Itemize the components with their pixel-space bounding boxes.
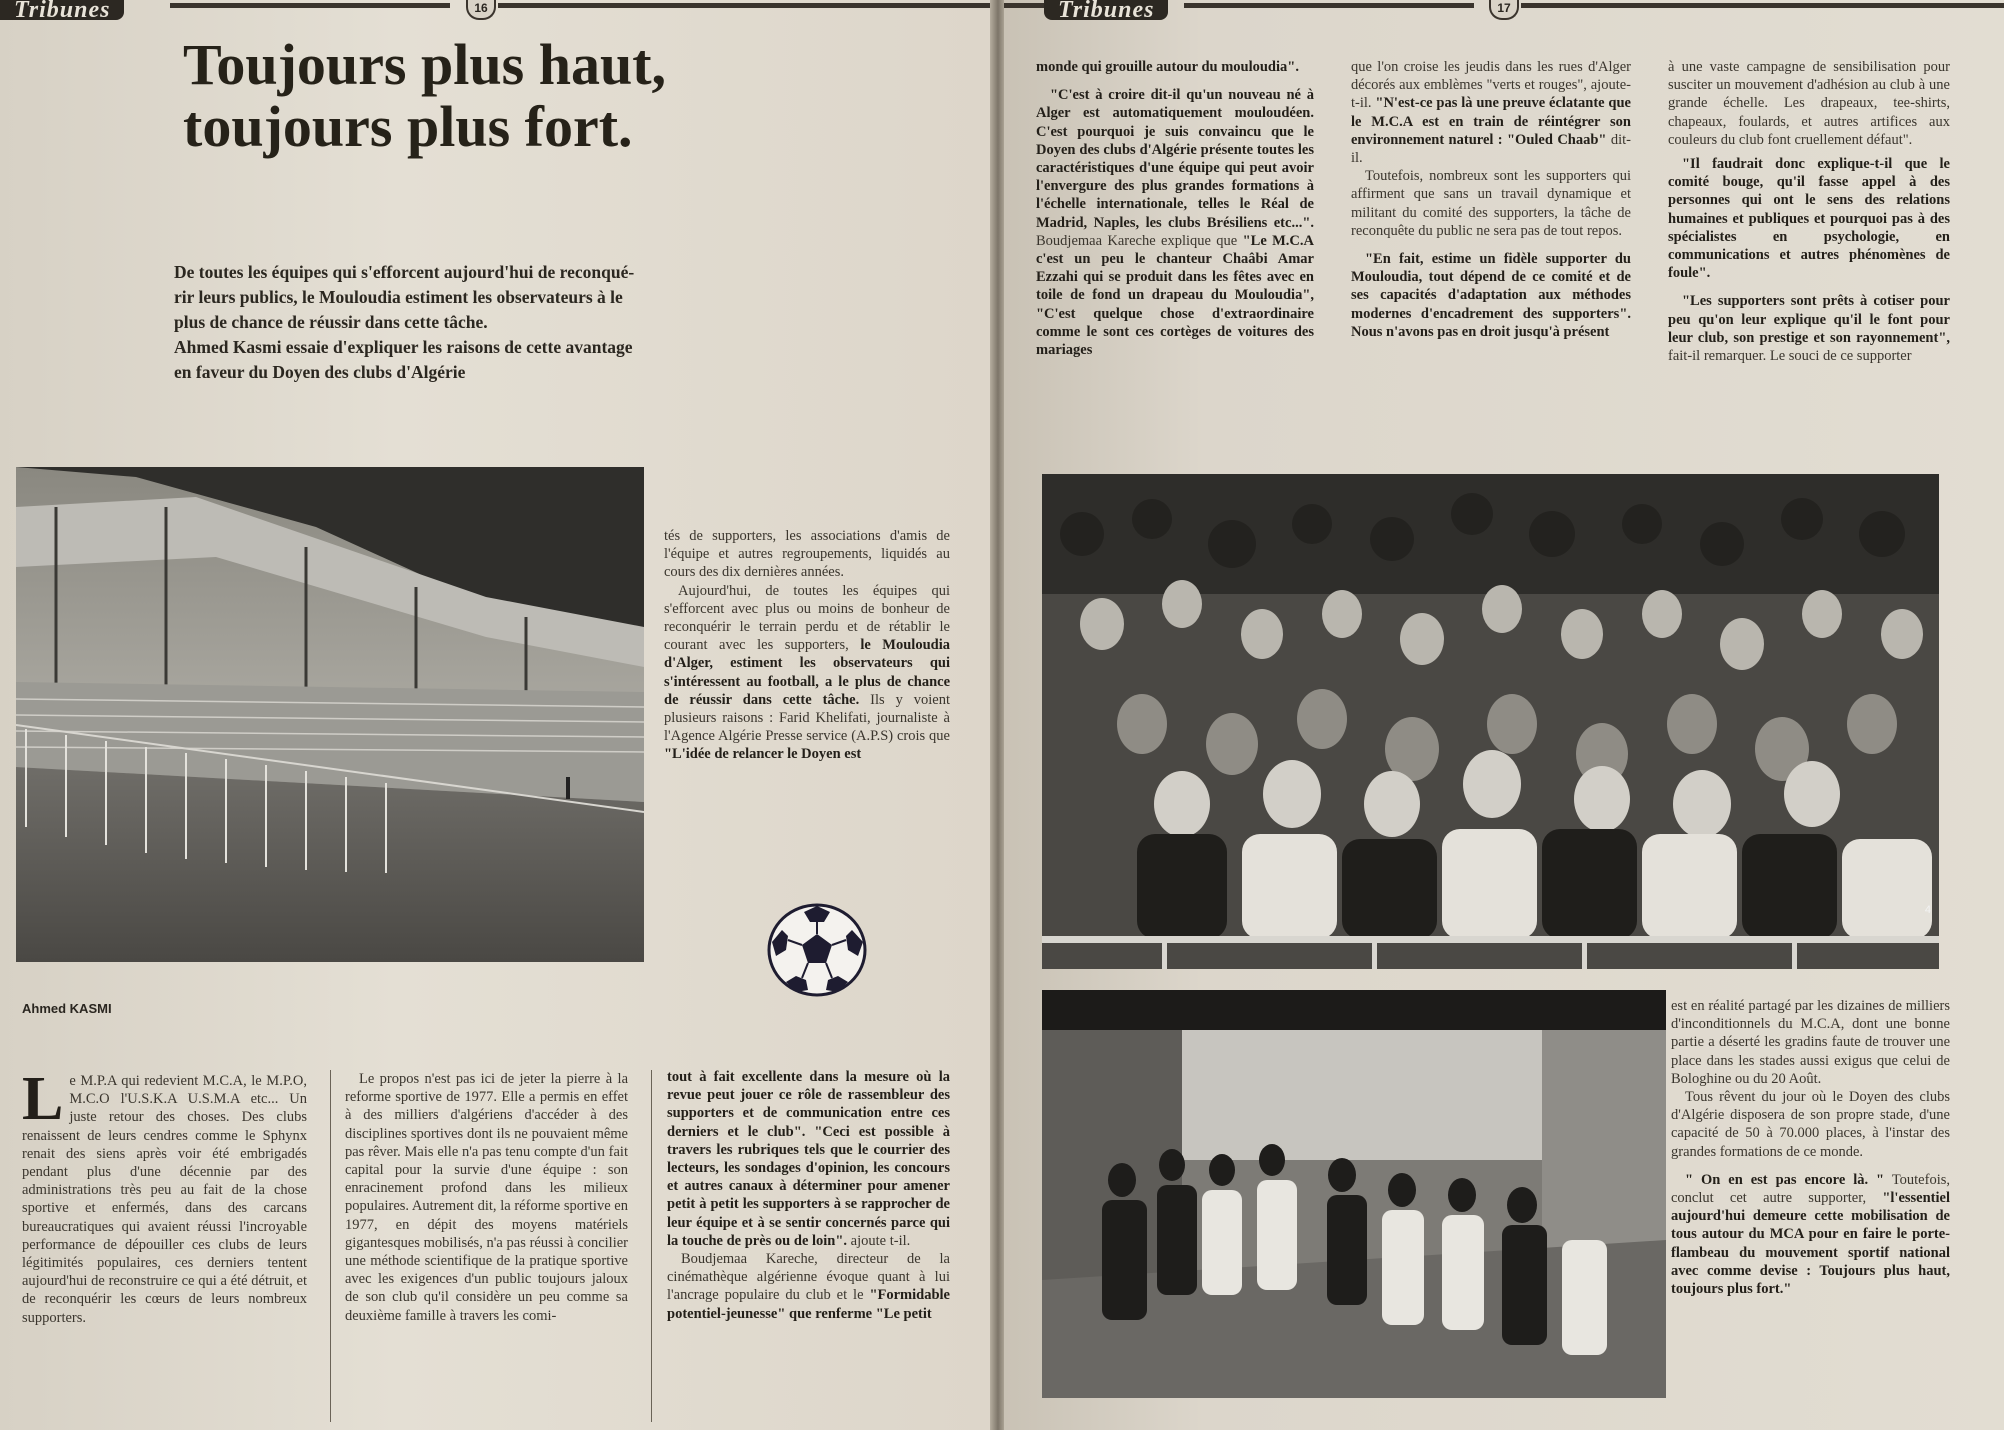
column-3: [667, 1068, 950, 1323]
supporters-crowd-photo: [1042, 474, 1939, 969]
text-span: fait-il remarquer. Le souci de ce supporter: [1668, 348, 1912, 365]
chapeau-line: Ahmed Kasmi essaie d'expliquer les raisons de cette avantage: [174, 337, 633, 357]
rubric-label: Tribunes: [0, 0, 124, 20]
header-rule: [1004, 3, 1044, 8]
right-page: [1004, 0, 2004, 1430]
text-span: Ils y voient plusieurs raisons : Farid Khelifati, journaliste à l'Agence Algérie Presse service (A.P.S) crois que: [664, 691, 950, 745]
paragraph: Tous rêvent du jour où le Doyen des clubs d'Algérie disposera de son propre stade, d'une capacité de 50 à 70.000 places, à l'instar des grandes formations de ce monde.: [1671, 1089, 1950, 1160]
chapeau-line: rir leurs publics, le Mouloudia estiment les observateurs à le: [174, 287, 623, 307]
chapeau-line: en faveur du Doyen des clubs d'Algérie: [174, 362, 466, 382]
paragraph: [667, 1250, 950, 1323]
bold-text: "En fait, estime un fidèle supporter du Mouloudia, tout dépend de ce comité et de ses capacités d'adaptation aux méthodes modernes d'encadrement des supporters".: [1351, 251, 1631, 322]
text-span: dit-il.: [1351, 131, 1632, 167]
text-span: Boudjemaa Kareche, directeur de la cinémathèque algérienne évoque quant à lui l'ancrage populaire du club et le: [667, 1251, 950, 1304]
headline-line: Toujours plus haut,: [183, 32, 667, 97]
header-rule: [1521, 3, 2004, 8]
paragraph: [664, 582, 950, 764]
right-column-1: [1036, 58, 1314, 359]
right-column-3-lower: [1671, 997, 1950, 1298]
right-column-2: [1351, 58, 1631, 341]
photo-side-column: [664, 527, 950, 764]
bold-text: "L'idée de relancer le Doyen est: [664, 746, 862, 763]
supporters-crowd-image: [1042, 474, 1939, 969]
headline: [183, 34, 803, 158]
chapeau-line: De toutes les équipes qui s'efforcent aujourd'hui de reconqué-: [174, 262, 635, 282]
stadium-photo: [16, 467, 644, 962]
bold-text: "Le M.C.A c'est un peu le chanteur Chaâbi Amar Ezzahi qui se produit dans les fêtes avec en toile de fond un drapeau du Mouloudia", "C'est quelque chose d'extraordinaire comme le sont ces cortèges de voitures des mariages: [1036, 232, 1314, 359]
paragraph: Le propos n'est pas ici de jeter la pierre à la reforme sportive de 1977. Elle a permis en effet à des milliers d'algériens d'accéder à des disciplines sportives dont ils ne pouvaient même pas rêver. Mais elle n'a pas tenu compte d'un fait capital pour la survie d'une équipe : son enracinement profond dans les milieux populaires. Autrement dit, la réforme sportive en 1977, en dépit des moyens matériels gigantesques mobilisés, n'a pas réussi à concilier une méthode scientifique de la pratique sportive avec les exigences d'un public toujours jaloux de son club qu'il considère un peu comme sa deuxième famille à travers les comi-: [345, 1071, 628, 1324]
paragraph: [22, 1065, 307, 1327]
column-divider: [330, 1070, 331, 1422]
bold-text: Nous n'avons pas en droit jusqu'à présent: [1351, 323, 1610, 340]
paragraph: [667, 1068, 950, 1250]
paragraph: [1036, 86, 1314, 359]
byline: Ahmed KASMI: [22, 1001, 112, 1016]
text-span: Boudjemaa Kareche explique que: [1036, 232, 1238, 249]
bold-text: "l'essentiel aujourd'hui demeure cette mobilisation de tous autour du MCA pour en faire le porte-flambeau du mouvement sportif national avec comme devise : Toujours plus haut, toujours plus fort.": [1671, 1190, 1950, 1298]
paragraph: est en réalité partagé par les dizaines de milliers d'inconditionnels du M.C.A, dont une bonne partie a déserté les gradins faute de trouver une place dans les stades aussi exigus que celui de Bologhine ou du 20 Août.: [1671, 998, 1950, 1087]
football-icon: [766, 902, 868, 998]
paragraph: tés de supporters, les associations d'amis de l'équipe et autres regroupements, liquidés au cours des dix dernières années.: [664, 528, 950, 581]
text-span: Toutefois, conclut cet autre supporter,: [1671, 1171, 1950, 1207]
bold-text: "N'est-ce pas là une preuve éclatante que le M.C.A est en train de réintégrer son environnement naturel : "Ouled Chaab": [1351, 95, 1631, 148]
bold-text: monde qui grouille autour du mouloudia".: [1036, 59, 1299, 75]
stadium-photo-image: [16, 467, 644, 962]
paragraph: [1036, 58, 1314, 76]
bold-text: "Formidable potentiel-jeunesse" que renferme "Le petit: [667, 1287, 950, 1322]
photo-number: 4: [1924, 904, 1931, 916]
text-span: ajoute t-il.: [850, 1232, 911, 1249]
column-2: [345, 1070, 628, 1325]
paragraph: [1671, 1171, 1950, 1298]
paragraph: [1351, 250, 1631, 341]
paragraph: [1668, 155, 1950, 282]
header-rule: [1184, 3, 1474, 8]
bold-text: " On en est pas encore là. ": [1685, 1171, 1885, 1188]
meeting-room-image: [1042, 990, 1666, 1398]
meeting-room-photo: [1042, 990, 1666, 1398]
column-1: [22, 1065, 307, 1327]
paragraph: Toutefois, nombreux sont les supporters qui affirment que sans un travail dynamique et militant du comité des supporters, la tâche de reconquête du public ne sera pas de tout repos.: [1351, 168, 1631, 239]
bold-text: "C'est à croire dit-il qu'un nouveau né à Alger est automatiquement mouloudéen. C'est pourquoi je suis convaincu que le Doyen des clubs d'Algérie présente toutes les caractéristiques d'une équipe qui peut avoir l'envergure des plus grandes formations à l'échelle internationale, telles le Réal de Madrid, Naples, les clubs Brésiliens etc...".: [1036, 87, 1314, 231]
bold-text: tout à fait excellente dans la mesure où la revue peut jouer ce rôle de rassembleur des supporters et de communication entre ces derniers et le club". "Ceci est possible à travers les rubriques tels que le courrier des lecteurs, les sondages d'opinion, les concours et autres canaux à déterminer pour amener petit à petit les supporters à se rapprocher de leur équipe et à se sentir concernés parce qui la touche de près ou de loin".: [667, 1069, 950, 1249]
paragraph: [1668, 292, 1950, 365]
text-span: que l'on croise les jeudis dans les rues d'Alger décorés aux emblèmes "verts et rouges",: [1351, 59, 1631, 94]
text-span: Aujourd'hui, de toutes les équipes qui s'efforcent avec plus ou moins de bonheur de reconquérir le terrain perdu et de rétablir le courant avec les supporters,: [664, 582, 950, 654]
headline-line: toujours plus fort.: [183, 94, 633, 159]
bold-text: "Les supporters sont prêts à cotiser pour peu qu'on leur explique qu'il le font pour leur club, son prestige et son rayonnement",: [1668, 293, 1950, 346]
header-rule: [170, 3, 450, 8]
left-page: [0, 0, 992, 1430]
page-number: 16: [466, 0, 496, 20]
right-column-3: [1668, 58, 1950, 365]
rubric-label: Tribunes: [1044, 0, 1168, 20]
column-divider: [651, 1070, 652, 1422]
text-span: e M.P.A qui redevient M.C.A, le M.P.O, M.C.O l'U.S.K.A U.S.M.A etc... Un juste retour des choses. Des clubs renaissent de leurs cendres comme le Sphynx renait des siens après voir été embrigadés pendant plus d'une décennie par des administrations très peu au fait de la chose sportive et enfermés, dans des carcans bureaucratiques qui avaient réussi l'incroyable performance de dépouiller ces clubs de leurs légitimités populaires, ces derniers tentent aujourd'hui de reconstruire ce qui a été détruit, et de reconquérir les cœurs de leurs nombreux supporters.: [22, 1073, 307, 1326]
text-span: ajoute-t-il.: [1351, 77, 1631, 112]
bold-text: "Il faudrait donc explique-t-il que le comité bouge, qu'il fasse appel à des personnes qui ont le sens des relations humaines et publiques et pourquoi pas à des spécialistes en psychologie, en communications et autres phénomènes de foule".: [1668, 156, 1950, 282]
bold-text: le Mouloudia d'Alger, estiment les observateurs qui s'intéressent au football, a le plus de chance de réussir dans cette tâche.: [664, 637, 950, 708]
paragraph: [1351, 58, 1631, 167]
drop-cap: L: [22, 1065, 64, 1133]
chapeau-line: plus de chance de réussir dans cette tâche.: [174, 312, 488, 332]
header-rule: [498, 3, 992, 8]
chapeau: [174, 260, 754, 385]
paragraph: à une vaste campagne de sensibilisation pour susciter un mouvement d'adhésion au club à une grande échelle. Les drapeaux, tee-shirts, chapeaux, foulards, et autres artifices aux couleurs du club font cruellement défaut".: [1668, 59, 1950, 148]
page-number: 17: [1489, 0, 1519, 20]
